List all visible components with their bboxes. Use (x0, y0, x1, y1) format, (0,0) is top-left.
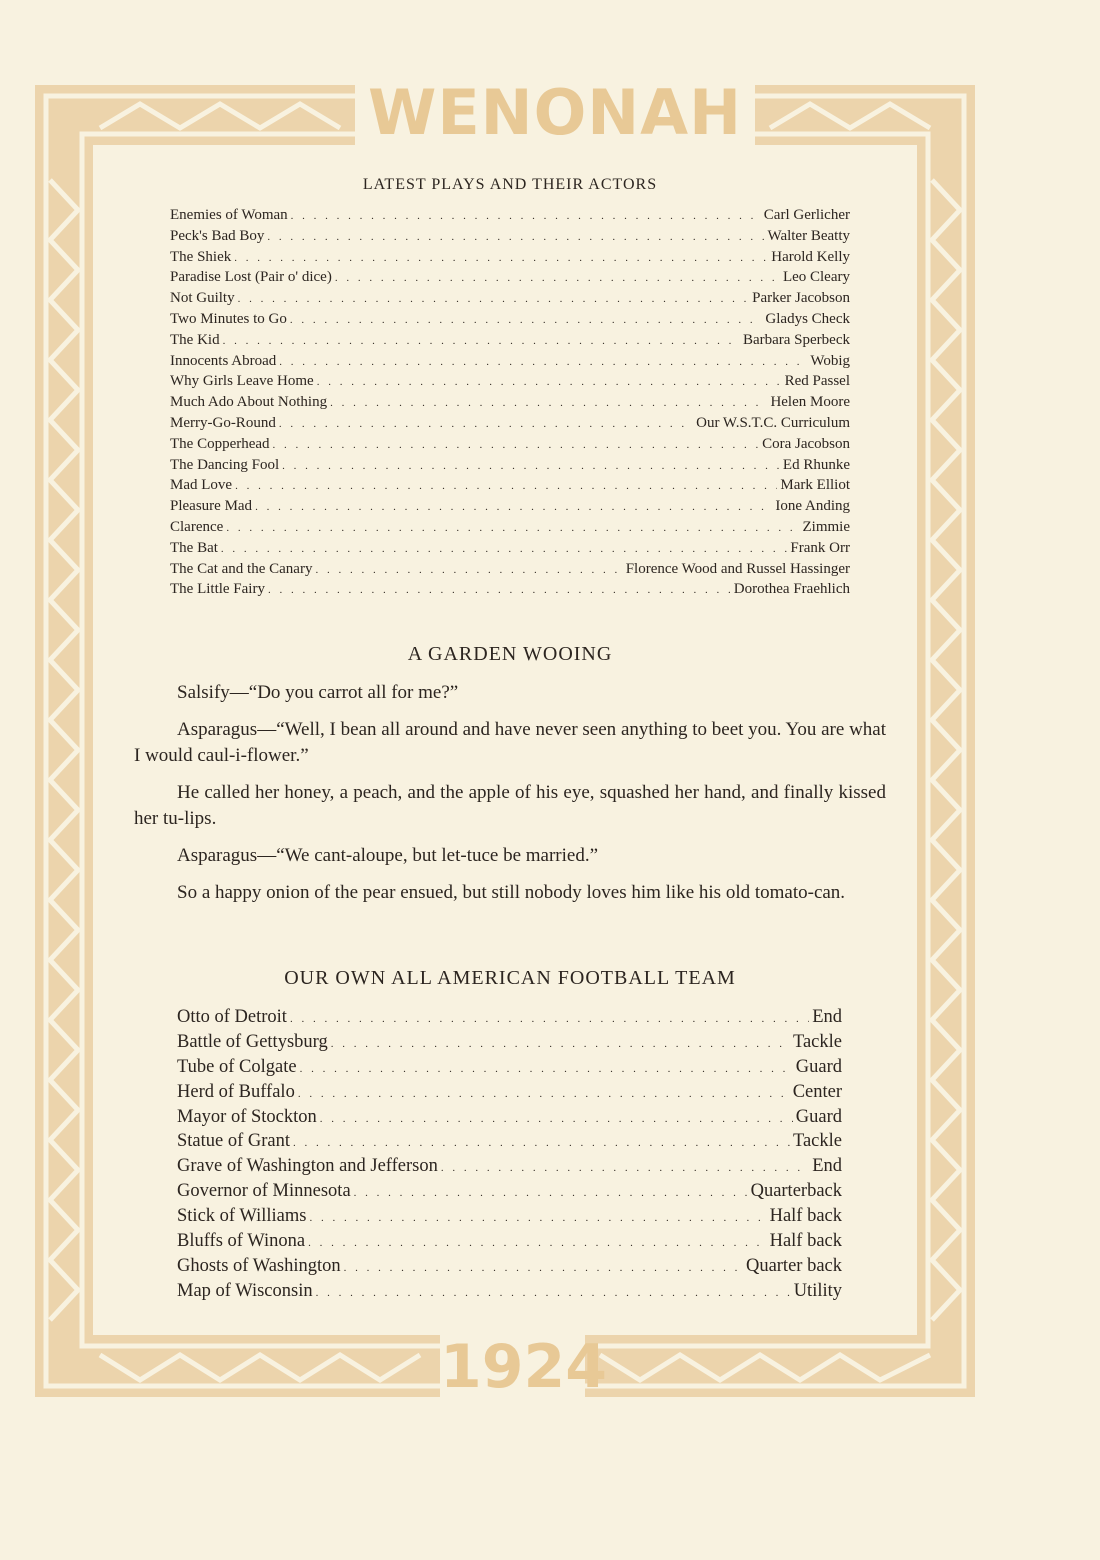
play-actor: Carl Gerlicher (763, 207, 850, 223)
team-player: Stick of Williams (177, 1206, 307, 1227)
list-item (177, 1129, 842, 1154)
plays-list (170, 205, 850, 600)
dot-leader (290, 1007, 809, 1032)
play-title: The Little Fairy (170, 581, 265, 598)
team-position: Guard (795, 1106, 842, 1127)
play-actor: Parker Jacobson (752, 290, 850, 307)
list-item (177, 1055, 842, 1080)
play-title: The Copperhead (170, 435, 270, 452)
play-title: Clarence (170, 518, 224, 535)
dot-leader (235, 476, 777, 497)
dot-leader (279, 352, 807, 373)
team-player: Grave of Washington and Jefferson (177, 1156, 438, 1177)
garden-paragraph: Asparagus—“We cant-aloupe, but let-tuce be married.” (177, 845, 599, 866)
team-player: Governor of Minnesota (177, 1181, 351, 1202)
team-position: Guard (795, 1056, 842, 1077)
play-title: Paradise Lost (Pair o' dice) (170, 269, 332, 286)
play-actor: Gladys Check (765, 310, 850, 327)
list-item (177, 1080, 842, 1105)
garden-paragraph: Salsify—“Do you carrot all for me?” (177, 682, 459, 703)
play-title: Much Ado About Nothing (170, 394, 328, 411)
dot-leader (316, 1281, 791, 1306)
dot-leader (317, 372, 782, 393)
team-position: Utility (793, 1280, 842, 1301)
list-item (170, 559, 850, 580)
garden-paragraph: So a happy onion of the pear ensued, but still nobody loves him like his old tomato-can. (177, 882, 846, 903)
team-position: Tackle (792, 1031, 842, 1052)
team-player: Tube of Colgate (177, 1056, 297, 1077)
play-actor: Helen Moore (770, 394, 850, 411)
list-item (170, 330, 850, 351)
list-item (170, 413, 850, 434)
list-item (177, 1005, 842, 1030)
play-actor: Harold Kelly (771, 248, 850, 265)
garden-body (134, 680, 886, 917)
list-item (177, 1179, 842, 1204)
list-item (170, 371, 850, 392)
team-position: End (812, 1007, 842, 1027)
dot-leader (238, 289, 750, 310)
team-player: Map of Wisconsin (177, 1280, 313, 1301)
list-item (170, 288, 850, 309)
play-title: The Bat (170, 539, 218, 556)
dot-leader (234, 248, 768, 269)
list-item (170, 392, 850, 413)
play-actor: Florence Wood and Russel Hassinger (625, 560, 850, 577)
list-item (170, 434, 850, 455)
team-player: Statue of Grant (177, 1131, 291, 1152)
list-item (170, 247, 850, 268)
dot-leader (441, 1156, 809, 1181)
play-actor: Cora Jacobson (762, 435, 850, 452)
list-item (170, 517, 850, 538)
team-position: Quarterback (750, 1181, 842, 1202)
dot-leader (331, 1032, 790, 1057)
play-actor: Zimmie (802, 518, 850, 535)
list-item (170, 267, 850, 288)
list-item (170, 475, 850, 496)
dot-leader (298, 1082, 790, 1107)
play-title: Innocents Abroad (170, 352, 277, 369)
play-title: Peck's Bad Boy (170, 227, 265, 244)
dot-leader (268, 580, 731, 601)
team-player: Herd of Buffalo (177, 1081, 295, 1102)
dot-leader (255, 497, 772, 518)
play-actor: Our W.S.T.C. Curriculum (696, 414, 850, 431)
list-item (170, 226, 850, 247)
list-item (170, 538, 850, 559)
list-item (177, 1279, 842, 1304)
dot-leader (267, 227, 764, 248)
list-item (177, 1229, 842, 1254)
frame-year: 1924 (440, 1332, 607, 1402)
team-player: Ghosts of Washington (177, 1255, 341, 1276)
team-position: Half back (769, 1206, 842, 1227)
play-title: Two Minutes to Go (170, 310, 287, 327)
play-actor: Walter Beatty (767, 227, 850, 244)
play-actor: Dorothea Fraehlich (733, 581, 850, 598)
play-title: Not Guilty (170, 290, 235, 307)
play-title: The Dancing Fool (170, 456, 280, 473)
dot-leader (315, 560, 622, 581)
dot-leader (300, 1057, 793, 1082)
garden-paragraph: Asparagus—“Well, I bean all around and have never seen anything to beet you. You are what I would caul-i-flower.” (134, 719, 886, 766)
dot-leader (273, 435, 760, 456)
play-title: Merry-Go-Round (170, 414, 276, 431)
dot-leader (330, 393, 767, 414)
play-title: Enemies of Woman (170, 207, 288, 223)
dot-leader (223, 331, 740, 352)
dot-leader (226, 518, 799, 539)
plays-heading: LATEST PLAYS AND THEIR ACTORS (362, 176, 658, 193)
garden-heading: A GARDEN WOOING (407, 643, 613, 665)
dot-leader (335, 268, 780, 289)
team-position: Quarter back (745, 1255, 842, 1276)
play-actor: Ione Anding (775, 498, 850, 515)
team-heading: OUR OWN ALL AMERICAN FOOTBALL TEAM (284, 967, 736, 989)
list-item (177, 1105, 842, 1130)
dot-leader (293, 1131, 790, 1156)
list-item (170, 205, 850, 226)
play-actor: Barbara Sperbeck (742, 331, 850, 348)
team-position: Tackle (792, 1131, 842, 1152)
dot-leader (290, 310, 763, 331)
team-player: Otto of Detroit (177, 1007, 287, 1027)
list-item (177, 1254, 842, 1279)
list-item (177, 1154, 842, 1179)
play-title: Mad Love (170, 477, 233, 494)
frame-title: WENONAH (355, 78, 755, 148)
team-position: End (812, 1156, 842, 1177)
play-actor: Mark Elliot (780, 477, 850, 494)
list-item (177, 1030, 842, 1055)
play-title: The Shiek (170, 248, 232, 265)
play-actor: Frank Orr (790, 539, 850, 556)
dot-leader (308, 1231, 767, 1256)
dot-leader (279, 414, 693, 435)
team-player: Mayor of Stockton (177, 1106, 317, 1127)
list-item (170, 309, 850, 330)
play-title: Why Girls Leave Home (170, 373, 314, 390)
play-actor: Wobig (810, 352, 850, 369)
list-item (177, 1204, 842, 1229)
play-title: Pleasure Mad (170, 498, 253, 515)
dot-leader (309, 1206, 766, 1231)
play-actor: Leo Cleary (782, 269, 850, 286)
garden-paragraph: He called her honey, a peach, and the apple of his eye, squashed her hand, and finally kissed her tu-lips. (134, 782, 886, 829)
list-item (170, 579, 850, 600)
dot-leader (344, 1256, 743, 1281)
list-item (170, 455, 850, 476)
dot-leader (291, 206, 761, 227)
list-item (170, 351, 850, 372)
team-position: Center (792, 1081, 842, 1102)
dot-leader (282, 456, 780, 477)
dot-leader (354, 1181, 748, 1206)
dot-leader (221, 539, 788, 560)
team-player: Battle of Gettysburg (177, 1031, 328, 1052)
play-actor: Red Passel (784, 373, 850, 390)
dot-leader (320, 1107, 793, 1132)
play-actor: Ed Rhunke (782, 456, 850, 473)
team-player: Bluffs of Winona (177, 1231, 306, 1252)
team-list (177, 1005, 842, 1304)
play-title: The Cat and the Canary (170, 560, 313, 577)
list-item (170, 496, 850, 517)
team-position: Half back (769, 1231, 842, 1252)
play-title: The Kid (170, 331, 220, 348)
